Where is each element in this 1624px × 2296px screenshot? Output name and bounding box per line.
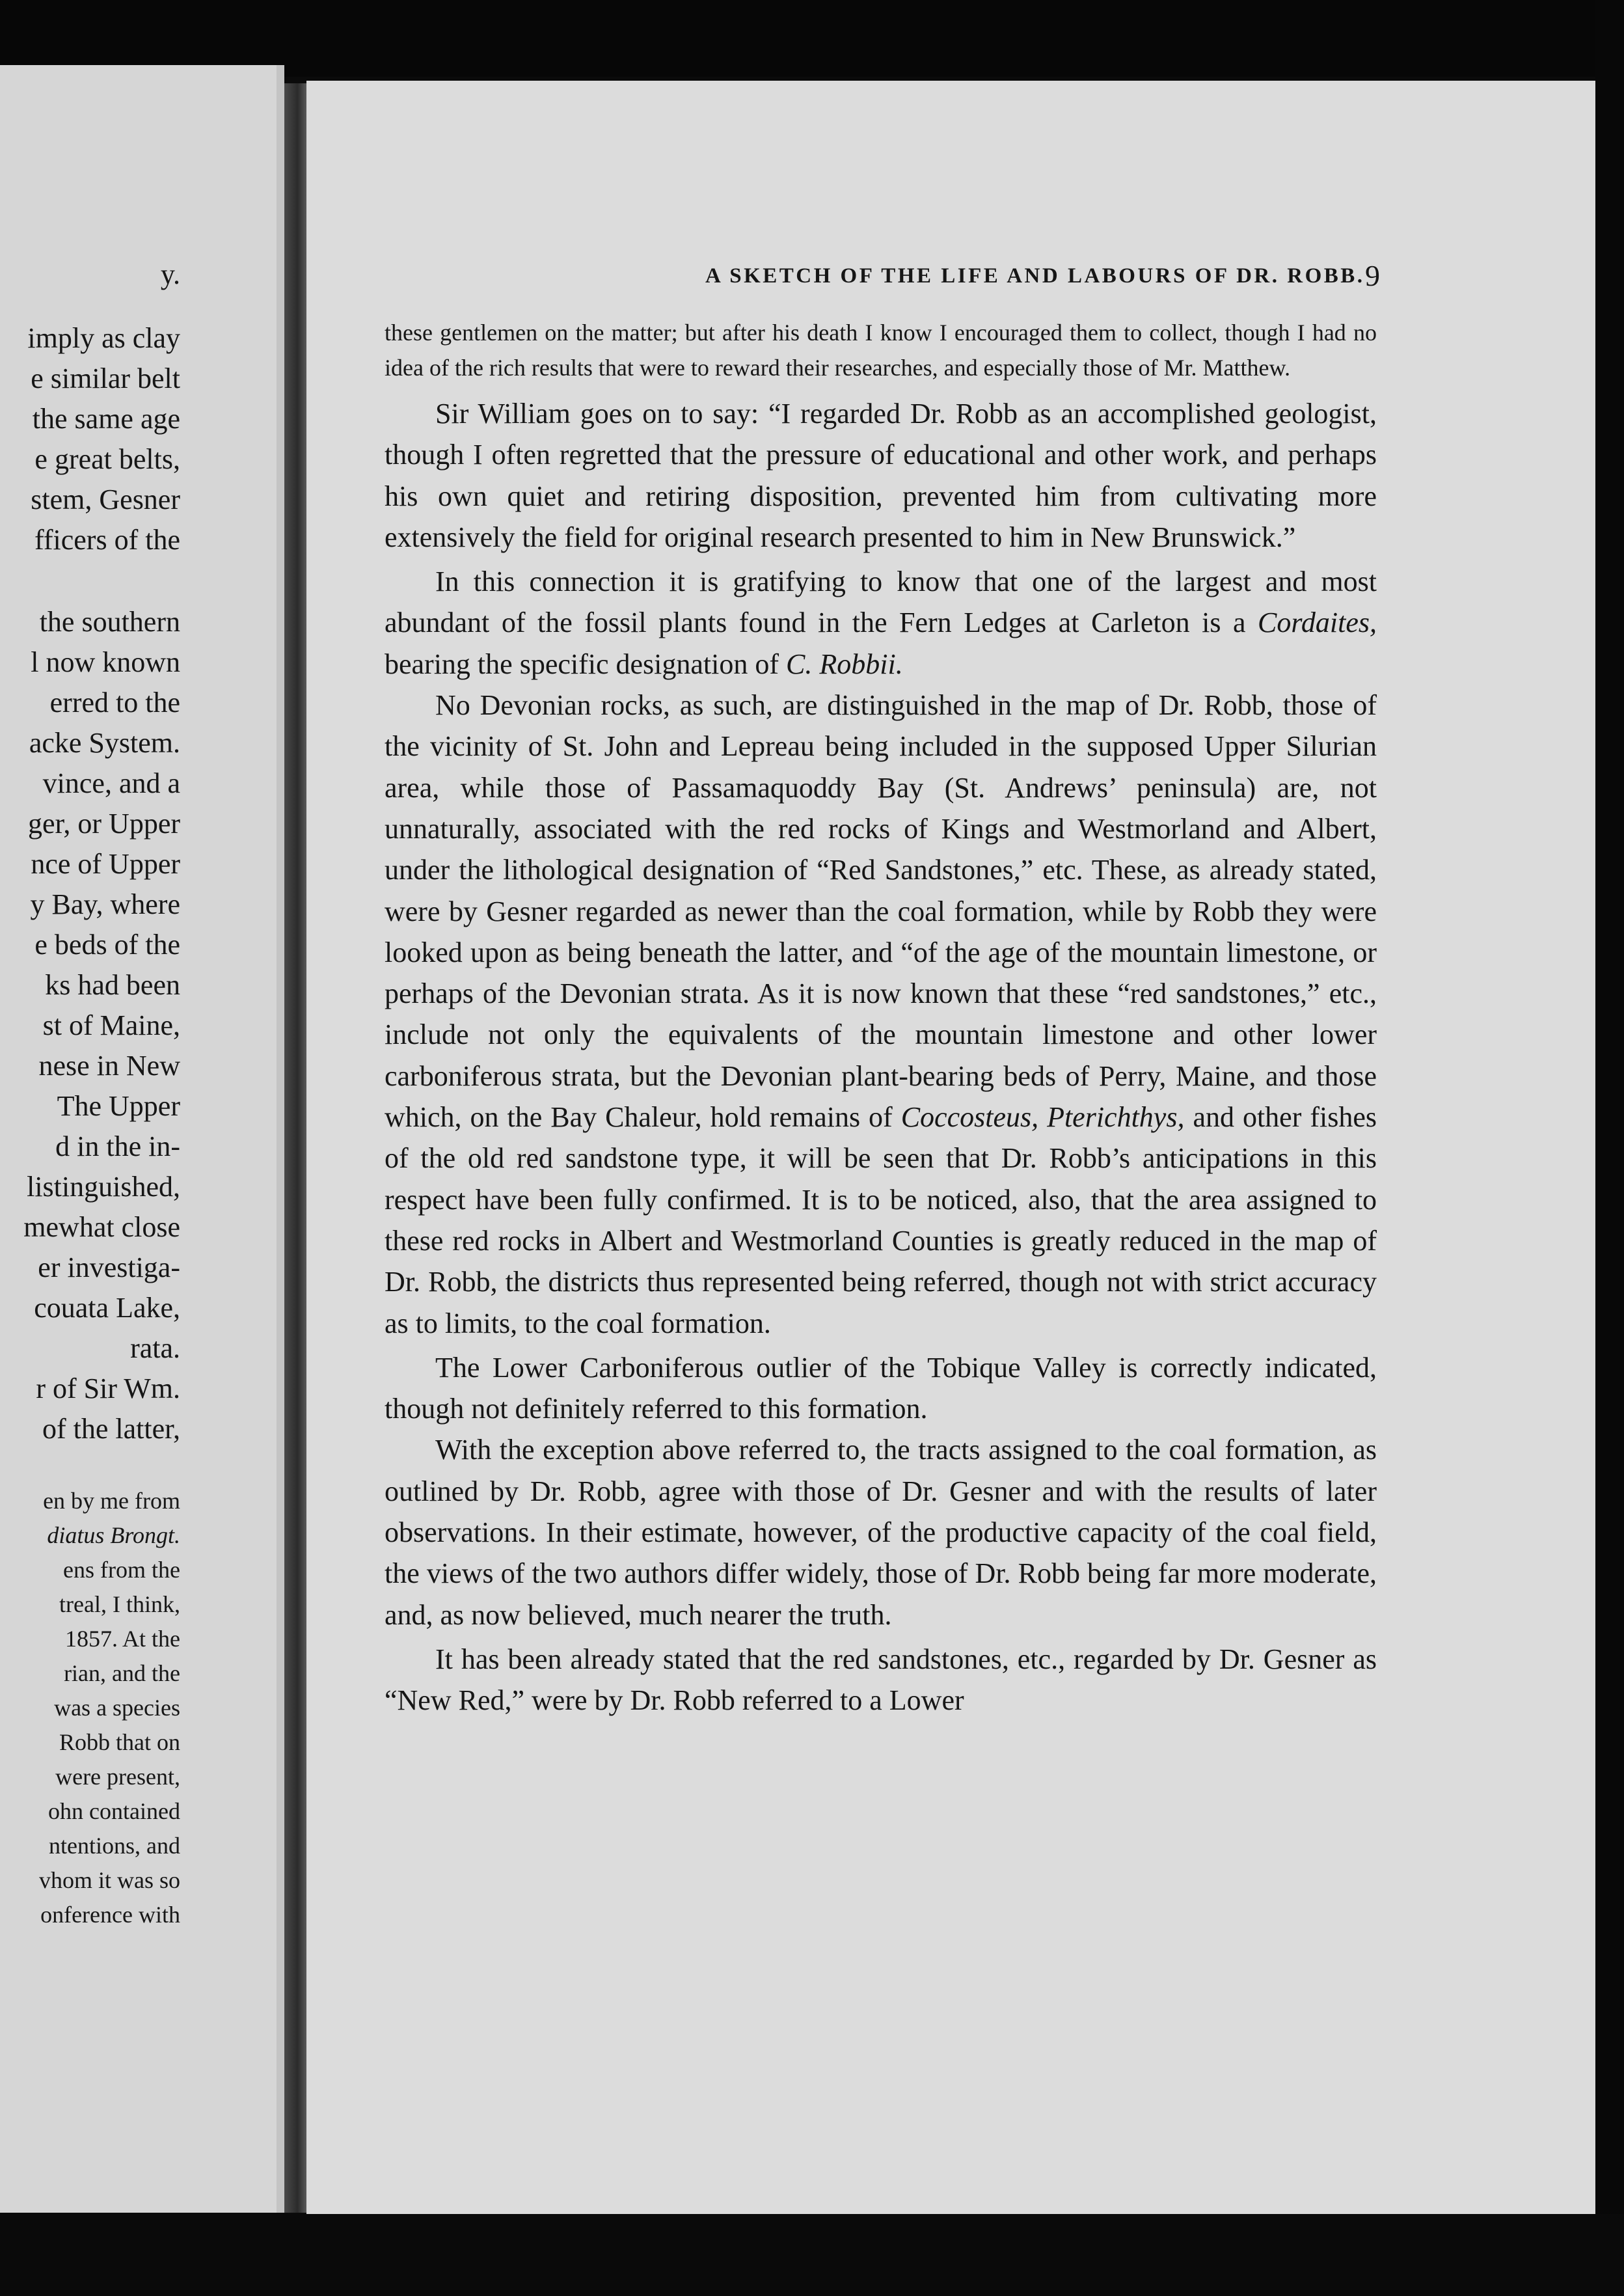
scan-background-right (1595, 0, 1624, 2296)
left-fragment: nce of Upper (31, 848, 180, 880)
left-note-fragment: ohn contained (48, 1798, 180, 1824)
left-fragment: e beds of the (34, 929, 180, 961)
footnote-continuation: these gentlemen on the matter; but after his death I know I encouraged them to collect, though I had no idea of the rich results that were to reward their researches, and especially those of Mr. Matthew. (385, 320, 1377, 381)
left-fragment: e similar belt (31, 362, 180, 394)
paragraph-5: With the exception above referred to, the tracts assigned to the coal formation, as outlined by Dr. Robb, agree with those of Dr. Gesner and with the results of later observations. In their estimate, however, of the productive capacity of the coal field, the views of the two authors differ widely, those of Dr. Robb being far more moderate, and, as now believed, much nearer the truth. (385, 1434, 1377, 1631)
left-fragment: l now known (31, 646, 180, 678)
left-note-fragment: ntentions, and (49, 1833, 180, 1859)
left-note-fragment: treal, I think, (59, 1591, 180, 1617)
scan-background-bottom (0, 2214, 1624, 2296)
left-fragment: imply as clay (27, 322, 180, 354)
left-fragment: the same age (32, 403, 180, 435)
paragraph-3-text: No Devonian rocks, as such, are distinguished in the map of Dr. Robb, those of the vicinity of St. John and Lepreau being included in the supposed Upper Silurian area, while those of Passamaquoddy Bay (St. Andrews’ peninsula) are, not unnaturally, associated with the red rocks of Kings and Westmorland and Albert, under the lithological designation of “Red Sandstones,” etc. These, as already stated, were by Gesner regarded as newer than the coal formation, while by Robb they were looked upon as being beneath the latter, and “of the age of the mountain limestone, or perhaps of the Devonian strata. As it is now known that these “red sandstones,” etc., include not only the equivalents of the mountain limestone and other lower carboniferous strata, but the Devonian plant-bearing beds of Perry, Maine, and those which, on the Bay Chaleur, hold remains of (385, 689, 1377, 1134)
left-page-edge (277, 65, 284, 2213)
paragraph-2 (385, 561, 1377, 685)
left-fragment: erred to the (49, 687, 180, 718)
left-fragment: rata. (130, 1332, 180, 1364)
left-note-fragment: rian, and the (64, 1660, 180, 1686)
left-fragment: The Upper (57, 1090, 180, 1122)
paragraph-2-text: In this connection it is gratifying to know that one of the largest and most abundant of the fossil plants found in the Fern Ledges at Carleton is a (385, 566, 1377, 639)
paragraph-6: It has been already stated that the red sandstones, etc., regarded by Dr. Gesner as “New Red,” were by Dr. Robb referred to a Lower (385, 1643, 1377, 1717)
left-note-italic: diatus Brongt. (47, 1522, 180, 1548)
left-fragment: stem, Gesner (31, 484, 180, 515)
paragraph-2-text: bearing the specific designation of (385, 648, 787, 680)
paragraph-3-text: and other fishes of the old red sandstone type, it will be seen that Dr. Robb’s anticipations in this respect have been fully confirmed. It is to be noticed, also, that the area assigned to these red rocks in Albert and Westmorland Counties is greatly reduced in the map of Dr. Robb, the districts thus represented being referred, though not with strict accuracy as to limits, to the coal formation. (385, 1101, 1377, 1339)
left-note-fragment: vhom it was so (38, 1867, 180, 1893)
left-note-fragment: ens from the (63, 1557, 180, 1583)
paragraph-2-italic: C. Robbii. (786, 648, 903, 680)
left-fragment: acke System. (29, 727, 180, 759)
book-gutter (284, 83, 306, 2213)
left-note-fragment: 1857. At the (65, 1626, 180, 1652)
paragraph-3 (385, 685, 1377, 1344)
page-number: 9 (1365, 259, 1380, 292)
left-page (0, 65, 277, 2213)
paragraph-3-italic: Coccosteus, Pterichthys, (900, 1101, 1185, 1134)
left-fragment: couata Lake, (34, 1292, 180, 1324)
left-note-fragment: onference with (40, 1902, 180, 1928)
left-fragment: e great belts, (34, 443, 180, 475)
left-note-fragment (47, 1518, 180, 1552)
paragraph-2-italic: Cordaites, (1258, 607, 1377, 639)
left-note-fragment: were present, (55, 1764, 180, 1790)
page-body (385, 315, 1377, 1725)
left-note-fragment: was a species (54, 1695, 180, 1721)
left-fragment: vince, and a (42, 767, 180, 799)
left-fragment: d in the in- (55, 1130, 180, 1162)
left-fragment: nese in New (38, 1050, 180, 1082)
left-fragment: ger, or Upper (27, 808, 180, 840)
running-head: A SKETCH OF THE LIFE AND LABOURS OF DR. ROBB. (705, 264, 1365, 288)
left-fragment: st of Maine, (42, 1009, 180, 1041)
left-fragment: y. (160, 258, 180, 290)
left-fragment: r of Sir Wm. (36, 1373, 180, 1404)
left-fragment: mewhat close (23, 1211, 180, 1243)
left-note-fragment: en by me from (43, 1488, 180, 1514)
paragraph-1: Sir William goes on to say: “I regarded Dr. Robb as an accomplished geologist, though I often regretted that the pressure of educational and other work, and perhaps his own quiet and retiring disposition, prevented him from cultivating more extensively the field for original research presented to him in New Brunswick.” (385, 398, 1377, 553)
right-page (306, 81, 1595, 2214)
left-fragment: ks had been (45, 969, 180, 1001)
page-header (502, 256, 1595, 295)
left-fragment: of the latter, (42, 1413, 180, 1445)
left-fragment: the southern (39, 606, 180, 638)
left-fragment: fficers of the (34, 524, 180, 556)
left-fragment: er investiga- (38, 1251, 180, 1283)
paragraph-4: The Lower Carboniferous outlier of the Tobique Valley is correctly indicated, though not definitely referred to this formation. (385, 1351, 1377, 1425)
left-fragment: listinguished, (27, 1171, 180, 1203)
left-fragment: y Bay, where (30, 888, 180, 920)
left-note-fragment: Robb that on (59, 1729, 180, 1755)
